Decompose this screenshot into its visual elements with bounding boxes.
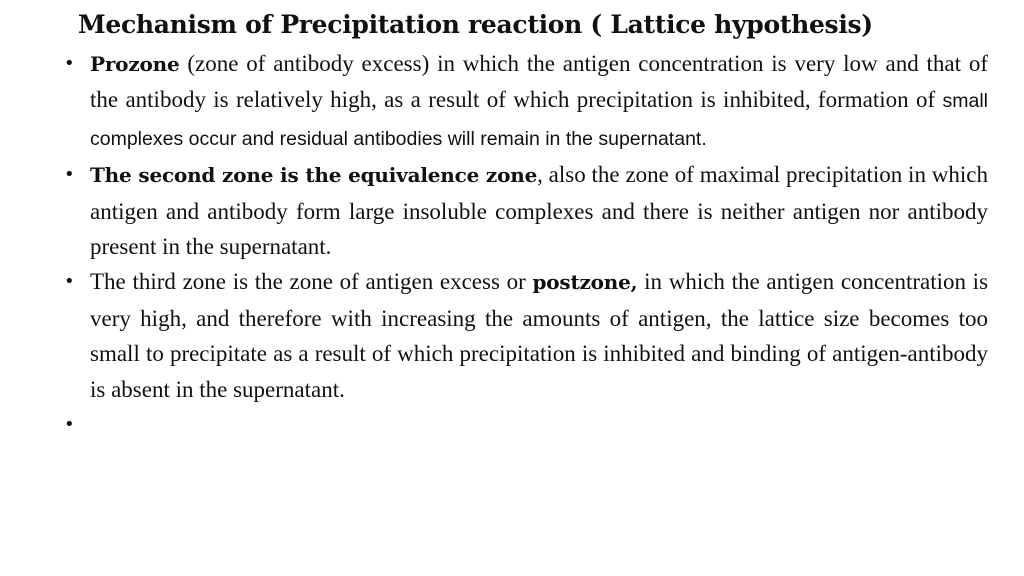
bullet-text: , also the zone of maximal precipitation in which antigen and antibody form large insoluble complexes and there is neither antigen nor antibody present in the supernatant.: [90, 162, 988, 260]
bullet-list: [64, 46, 988, 442]
term-prozone: Prozone: [90, 52, 180, 76]
bullet-equivalence-zone: [64, 157, 988, 264]
bullet-dot: •: [64, 53, 75, 74]
bullet-text: in which the antigen concentration is very high, and therefore with increasing the amounts of antigen, the lattice size becomes too small to precipitate as a result of which precipitation is inhibited and binding of antigen-antibody is absent in the supernatant.: [90, 269, 989, 402]
bullet-dot: •: [64, 164, 75, 186]
slide-title: Mechanism of Precipitation reaction ( Lattice hypothesis): [78, 10, 873, 39]
bullet-empty: [64, 407, 988, 442]
term-equivalence-zone: The second zone is the equivalence zone: [90, 163, 538, 188]
bullet-text-before: The third zone is the zone of antigen excess or: [90, 269, 526, 295]
bullet-dot: •: [64, 414, 75, 436]
bullet-text-tail: small complexes occur and residual antibodies will remain in the supernatant.: [90, 90, 989, 150]
bullet-dot: •: [64, 271, 75, 293]
bullet-prozone: [64, 46, 988, 157]
bullet-postzone: [64, 264, 988, 407]
bullet-text: (zone of antibody excess) in which the antigen concentration is very low and that of the antibody is relatively high, as a result of which precipitation is inhibited, formation of: [90, 51, 988, 113]
term-postzone: postzone,: [532, 270, 638, 295]
